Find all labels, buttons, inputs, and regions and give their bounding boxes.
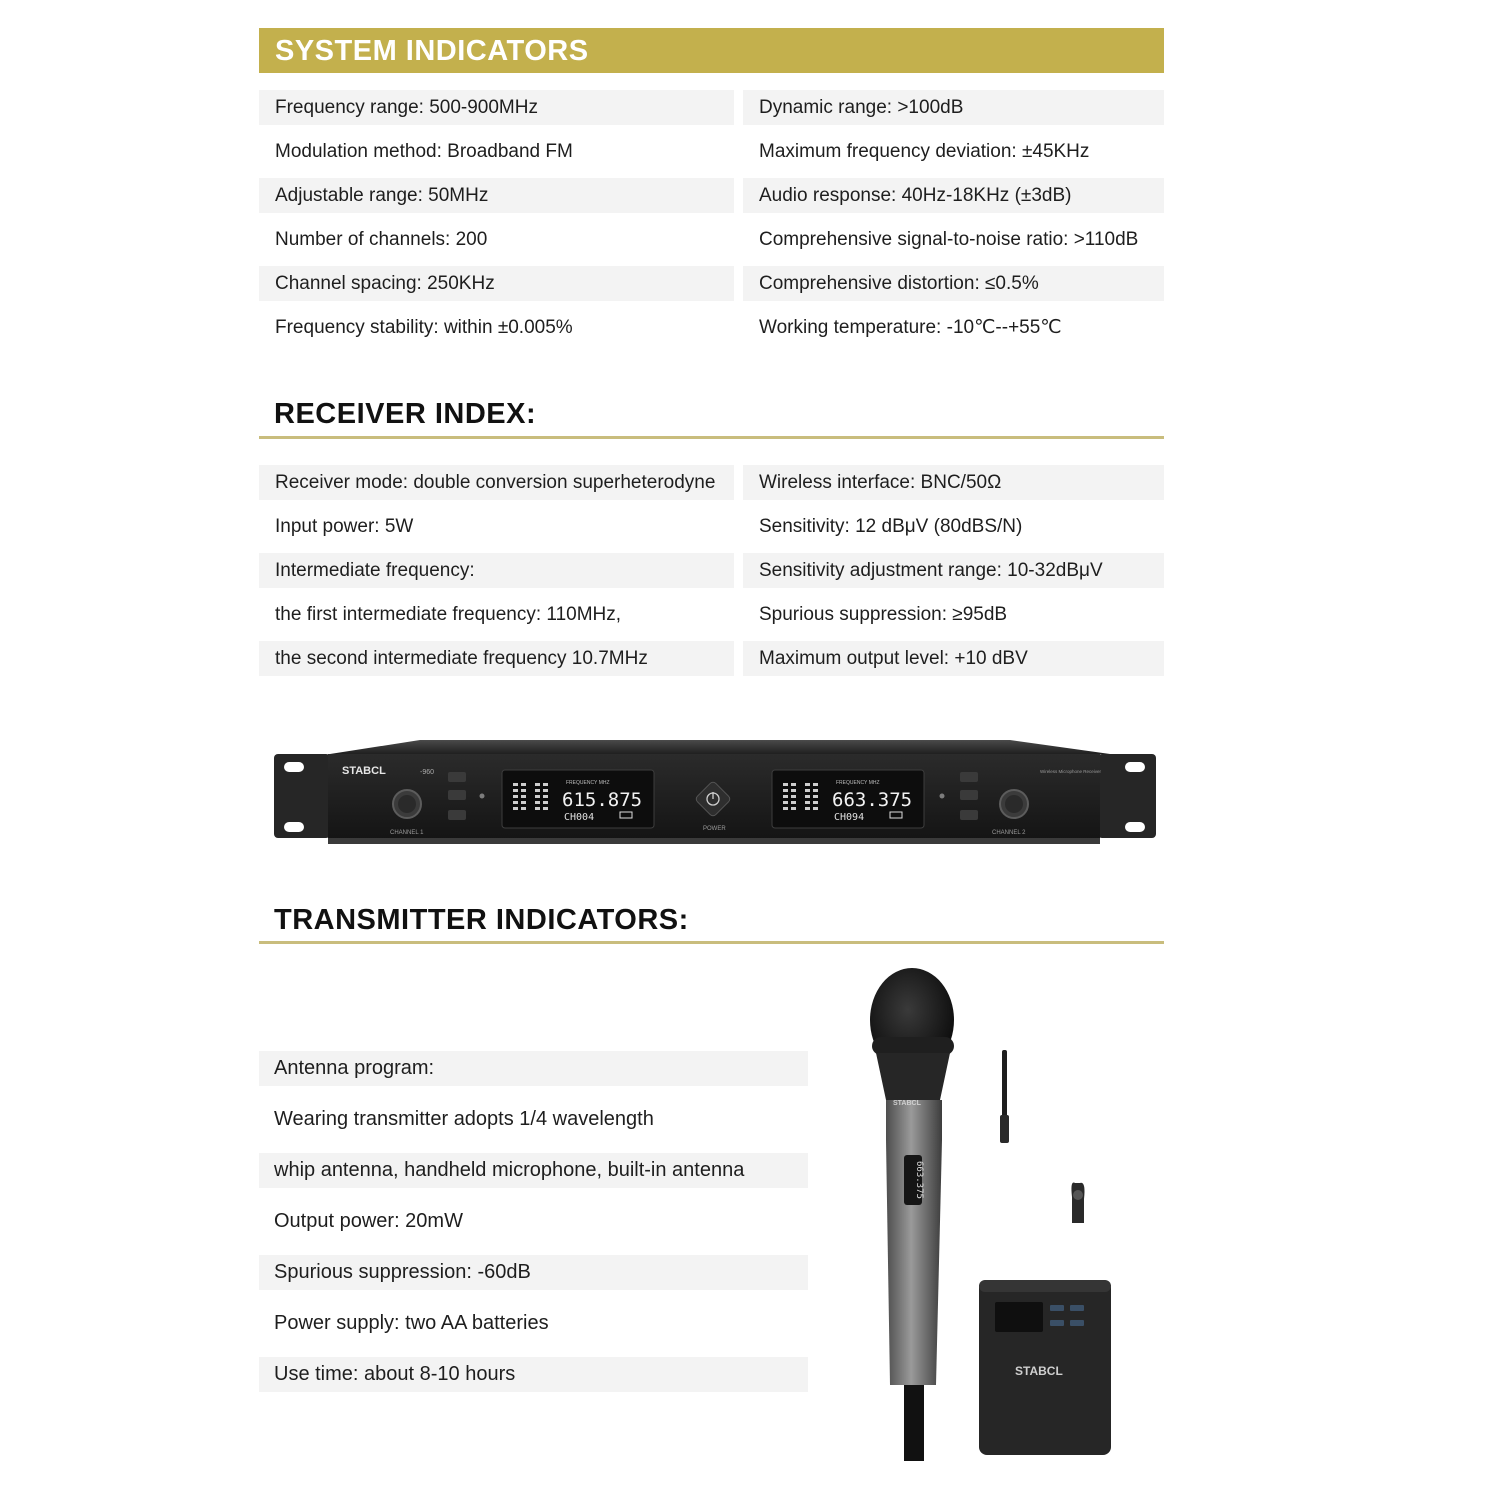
ch1-channel-readout: CH004 xyxy=(564,812,595,823)
spec-row xyxy=(259,641,1169,685)
spec-cell: the first intermediate frequency: 110MHz, xyxy=(275,604,622,625)
spec-cell: Sensitivity: 12 dBμV (80dBS/N) xyxy=(759,516,1023,537)
spec-cell: Input power: 5W xyxy=(275,516,414,537)
spec-row xyxy=(259,90,1169,134)
spec-cell: Dynamic range: >100dB xyxy=(743,90,1164,125)
system-indicators-banner xyxy=(259,28,1164,73)
spec-row xyxy=(259,509,1169,553)
transmitter-spec-list xyxy=(259,1051,808,1408)
receiver-brand: STABCL xyxy=(342,765,386,777)
handheld-microphone xyxy=(870,968,954,1461)
receiver-divider xyxy=(259,436,1164,439)
spec-cell: Comprehensive signal-to-noise ratio: >110dB xyxy=(759,229,1139,250)
mic-frequency-display: 663.375 xyxy=(914,1161,924,1199)
mic-brand: STABCL xyxy=(893,1100,921,1107)
spec-cell: Maximum output level: +10 dBV xyxy=(743,641,1164,676)
ch2-frequency-readout: 663.375 xyxy=(832,789,913,811)
receiver-unit-image xyxy=(270,738,1160,850)
ch2-channel-readout: CH094 xyxy=(834,812,865,823)
spec-row xyxy=(259,1051,808,1102)
spec-cell: Audio response: 40Hz-18KHz (±3dB) xyxy=(743,178,1164,213)
spec-cell: Channel spacing: 250KHz xyxy=(259,266,734,301)
spec-cell: Intermediate frequency: xyxy=(259,553,734,588)
spec-cell: Use time: about 8-10 hours xyxy=(259,1357,808,1392)
ch1-frequency-readout: 615.875 xyxy=(562,789,643,811)
spec-cell: Comprehensive distortion: ≤0.5% xyxy=(743,266,1164,301)
bodypack-transmitter xyxy=(979,1050,1111,1455)
spec-cell: Maximum frequency deviation: ±45KHz xyxy=(759,141,1090,162)
receiver-index-title: RECEIVER INDEX: xyxy=(274,398,537,430)
transmitter-divider xyxy=(259,941,1164,944)
spec-cell: Number of channels: 200 xyxy=(275,229,488,250)
spec-row xyxy=(259,1153,808,1204)
spec-row xyxy=(259,310,1169,354)
receiver-spec-grid xyxy=(259,465,1169,685)
spec-row xyxy=(259,597,1169,641)
spec-row xyxy=(259,1204,808,1255)
spec-row xyxy=(259,1306,808,1357)
spec-cell: Spurious suppression: -60dB xyxy=(259,1255,808,1290)
spec-cell: Modulation method: Broadband FM xyxy=(275,141,573,162)
receiver-badge-label: Wireless Microphone Receiver xyxy=(1040,769,1102,774)
spec-cell: Frequency stability: within ±0.005% xyxy=(275,317,573,338)
spec-cell: Adjustable range: 50MHz xyxy=(259,178,734,213)
spec-cell: Sensitivity adjustment range: 10-32dBμV xyxy=(743,553,1164,588)
spec-row xyxy=(259,1255,808,1306)
system-indicators-title: SYSTEM INDICATORS xyxy=(275,35,589,67)
ch2-freq-label: FREQUENCY MHZ xyxy=(836,780,880,786)
transmitter-devices-image xyxy=(860,965,1120,1465)
spec-cell: Wearing transmitter adopts 1/4 wavelength xyxy=(274,1108,654,1130)
channel-2-label: CHANNEL 2 xyxy=(992,830,1026,836)
spec-row xyxy=(259,553,1169,597)
receiver-model: -960 xyxy=(420,769,435,776)
ch1-freq-label: FREQUENCY MHZ xyxy=(566,780,610,786)
spec-cell: Working temperature: -10℃--+55℃ xyxy=(759,317,1062,338)
channel-1-label: CHANNEL 1 xyxy=(390,830,424,836)
spec-row xyxy=(259,465,1169,509)
spec-cell: Antenna program: xyxy=(259,1051,808,1086)
spec-cell: whip antenna, handheld microphone, built-in antenna xyxy=(259,1153,808,1188)
spec-row xyxy=(259,222,1169,266)
spec-cell: Receiver mode: double conversion superheterodyne xyxy=(259,465,734,500)
spec-cell: the second intermediate frequency 10.7MHz xyxy=(259,641,734,676)
bodypack-brand: STABCL xyxy=(1015,1364,1063,1378)
spec-row xyxy=(259,1357,808,1408)
spec-row xyxy=(259,266,1169,310)
spec-cell: Power supply: two AA batteries xyxy=(274,1312,549,1334)
spec-row xyxy=(259,134,1169,178)
spec-cell: Frequency range: 500-900MHz xyxy=(259,90,734,125)
spec-row xyxy=(259,1102,808,1153)
spec-cell: Output power: 20mW xyxy=(274,1210,463,1232)
system-spec-grid xyxy=(259,90,1169,354)
spec-cell: Spurious suppression: ≥95dB xyxy=(759,604,1008,625)
spec-row xyxy=(259,178,1169,222)
transmitter-indicators-title: TRANSMITTER INDICATORS: xyxy=(274,904,689,936)
spec-cell: Wireless interface: BNC/50Ω xyxy=(743,465,1164,500)
power-label: POWER xyxy=(703,826,726,832)
